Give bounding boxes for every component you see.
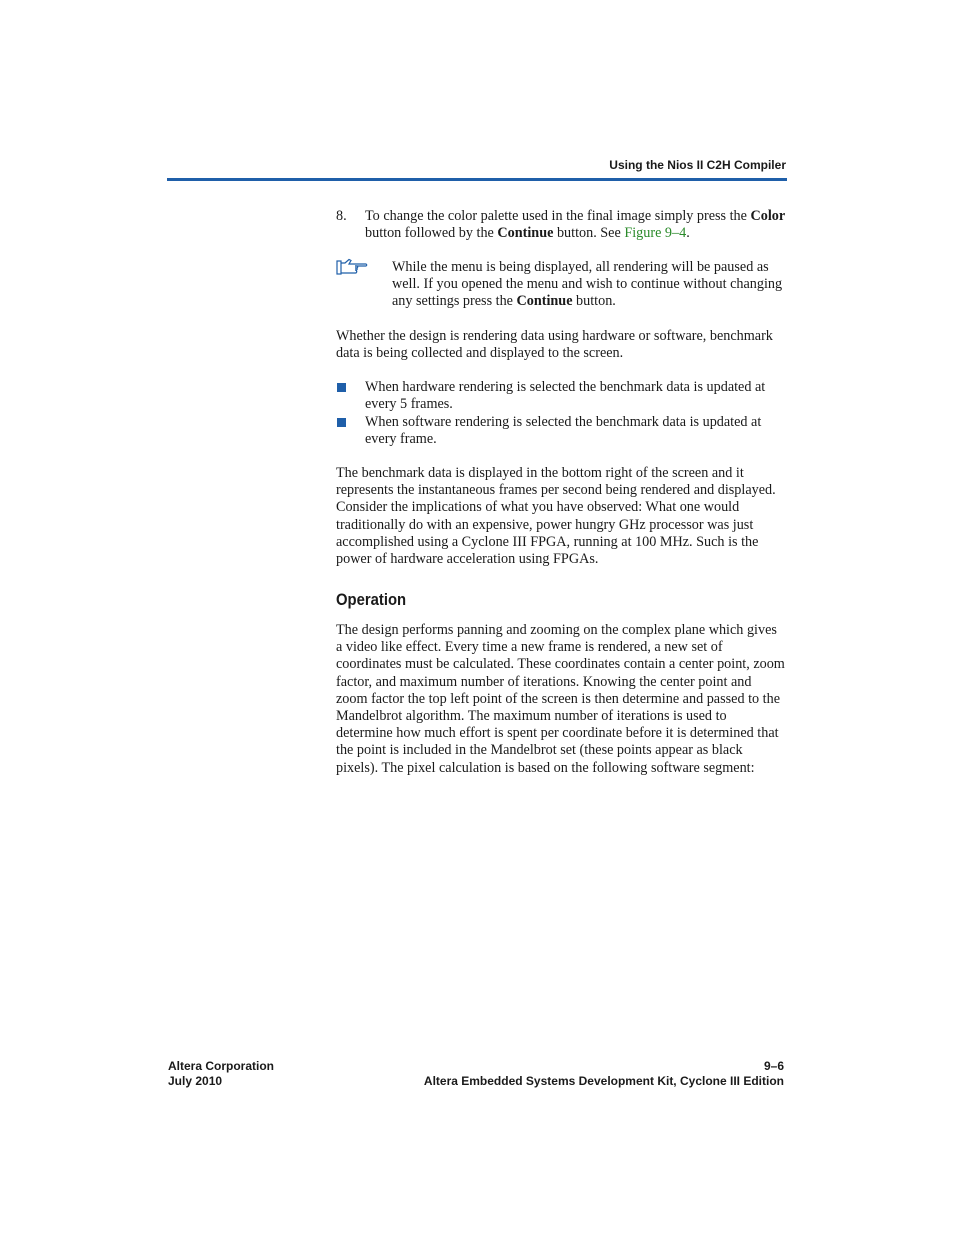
continue-button-name: Continue [497, 225, 554, 242]
step-text-b: button followed by the [365, 225, 498, 242]
figure-link[interactable]: Figure 9–4 [624, 225, 687, 242]
header-rule [167, 178, 787, 181]
section-heading: Operation [336, 591, 407, 609]
color-button-name: Color [750, 208, 786, 224]
footer-right [424, 1059, 784, 1089]
note-text-a: While the menu is being displayed, all rendering will be paused as well. If you opened the menu and wish to continue without changing any settings press the [392, 259, 783, 310]
footer-date: July 2010 [168, 1074, 223, 1088]
note-text-b: button. [572, 293, 616, 310]
bullet-text: When software rendering is selected the benchmark data is updated at every frame. [365, 414, 762, 448]
step-text-c: button. See [553, 225, 625, 242]
bullet-item [336, 379, 786, 413]
bullet-text: When hardware rendering is selected the benchmark data is updated at every 5 frames. [365, 379, 766, 413]
bullet-square-icon [337, 383, 346, 392]
step-number: 8. [336, 208, 347, 224]
page-number: 9–6 [763, 1059, 784, 1073]
bullet-item [336, 414, 786, 448]
step-8 [336, 208, 786, 242]
bullet-square-icon [337, 418, 346, 427]
paragraph-operation: The design performs panning and zooming on the complex plane which gives a video like effect. Every time a new frame is rendered, a new set of coordinates must be calculated. These coordinates contain a center point, zoom factor, and maximum number of iterations. Knowing the center point and zoom factor the top left point of the screen is then determine and passed to the Mandelbrot algorithm. The maximum number of iterations is used to determine how much effort is spent per coordinate before it is determined that the point is included in the Mandelbrot set (these points appear as black pixels). The pixel calculation is based on the following software segment: [336, 622, 785, 776]
step-text-a: To change the color palette used in the final image simply press the [365, 208, 751, 224]
footer-left [168, 1059, 274, 1089]
paragraph-benchmark-detail: The benchmark data is displayed in the bottom right of the screen and it represents the instantaneous frames per second being rendered and displayed. Consider the implications of what you have observed: What one would traditionally do with an expensive, power hungry GHz processor was just accomplished using a Cyclone III FPGA, running at 100 MHz. Such is the power of hardware acceleration using FPGAs. [336, 465, 776, 568]
step-text [365, 208, 786, 242]
continue-button-name: Continue [516, 293, 573, 310]
note-text [392, 259, 786, 311]
footer-company: Altera Corporation [168, 1059, 275, 1073]
paragraph-benchmark-intro: Whether the design is rendering data using hardware or software, benchmark data is being collected and displayed to the screen. [336, 328, 773, 362]
step-text-d: . [686, 225, 690, 242]
pointing-hand-icon [336, 258, 368, 276]
document-title: Altera Embedded Systems Development Kit, Cyclone III Edition [423, 1074, 784, 1088]
running-header: Using the Nios II C2H Compiler [609, 158, 786, 172]
